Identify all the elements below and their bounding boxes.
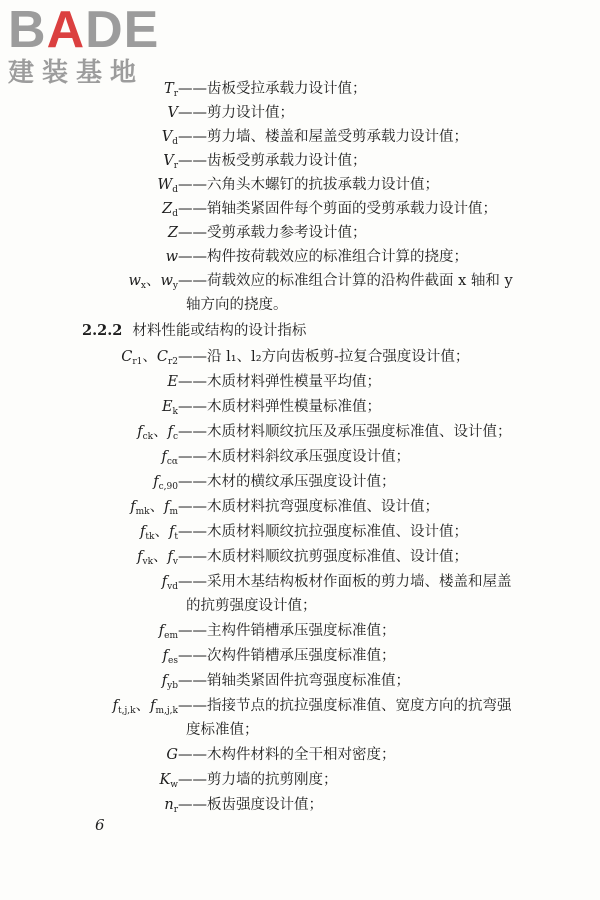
bade-logo bbox=[8, 1, 160, 88]
symbol: $f_{c\alpha}$ bbox=[161, 449, 178, 467]
definition: ——沿 l₁、l₂方向齿板剪-拉复合强度设计值； bbox=[178, 349, 470, 365]
page-number: 6 bbox=[95, 816, 105, 834]
symbol: $f_{tk}$、$f_t$ bbox=[140, 524, 178, 542]
definition-continuation: 度标准值； bbox=[186, 722, 259, 738]
definition: ——剪力设计值； bbox=[178, 105, 294, 121]
definition: ——次构件销槽承压强度标准值； bbox=[178, 648, 396, 664]
definition: ——剪力墙的抗剪刚度； bbox=[178, 772, 338, 788]
symbol: $f_{mk}$、$f_m$ bbox=[130, 499, 178, 517]
logo-wordmark: BADE bbox=[8, 1, 160, 59]
symbol: $C_{r1}$、$C_{r2}$ bbox=[121, 349, 178, 367]
definition: ——销轴类紧固件抗弯强度标准值； bbox=[178, 673, 410, 689]
symbol: G bbox=[166, 747, 178, 763]
definition: ——木质材料弹性模量平均值； bbox=[178, 374, 381, 390]
symbol: $f_{t,j,k}$、$f_{m,j,k}$ bbox=[112, 698, 178, 716]
definition: ——木质材料抗弯强度标准值、设计值； bbox=[178, 499, 439, 515]
section-title: 材料性能或结构的设计指标 bbox=[132, 323, 307, 339]
symbol: $V_r$ bbox=[163, 153, 178, 171]
symbol: $V_d$ bbox=[161, 129, 178, 147]
definition: ——木质材料弹性模量标准值； bbox=[178, 399, 381, 415]
definition: ——六角头木螺钉的抗拔承载力设计值； bbox=[178, 177, 439, 193]
definition: ——销轴类紧固件每个剪面的受剪承载力设计值； bbox=[178, 201, 497, 217]
symbol: $n_r$ bbox=[164, 797, 178, 815]
symbol: w bbox=[165, 249, 178, 265]
symbol: $f_{vd}$ bbox=[161, 574, 178, 592]
definition: ——指接节点的抗拉强度标准值、宽度方向的抗弯强 bbox=[178, 698, 512, 714]
definition: ——齿板受拉承载力设计值； bbox=[178, 81, 367, 97]
definition: ——木质材料顺纹抗剪强度标准值、设计值； bbox=[178, 549, 468, 565]
section-heading bbox=[82, 322, 306, 340]
definition: ——采用木基结构板材作面板的剪力墙、楼盖和屋盖 bbox=[178, 574, 512, 590]
definition: ——受剪承载力参考设计值； bbox=[178, 225, 367, 241]
definition: ——木质材料顺纹抗拉强度标准值、设计值； bbox=[178, 524, 468, 540]
definition: ——齿板受剪承载力设计值； bbox=[178, 153, 367, 169]
definition: ——木质材料斜纹承压强度设计值； bbox=[178, 449, 410, 465]
symbol: $f_{yb}$ bbox=[161, 673, 178, 691]
symbol: V bbox=[167, 105, 178, 121]
symbol: $f_{ck}$、$f_c$ bbox=[137, 424, 178, 442]
definition: ——剪力墙、楼盖和屋盖受剪承载力设计值； bbox=[178, 129, 468, 145]
definition: ——主构件销槽承压强度标准值； bbox=[178, 623, 396, 639]
symbol: $W_d$ bbox=[157, 177, 178, 195]
section-number: 2.2.2 bbox=[82, 322, 123, 339]
symbol: $f_{vk}$、$f_v$ bbox=[137, 549, 178, 567]
definition: ——木质材料顺纹抗压及承压强度标准值、设计值； bbox=[178, 424, 512, 440]
symbol: $T_r$ bbox=[164, 81, 178, 99]
symbol: $f_{es}$ bbox=[162, 648, 178, 666]
definition: ——构件按荷载效应的标准组合计算的挠度； bbox=[178, 249, 468, 265]
symbol: E bbox=[167, 374, 178, 390]
symbol: $K_w$ bbox=[159, 772, 178, 790]
symbol: $f_{em}$ bbox=[158, 623, 178, 641]
definition-continuation: 轴方向的挠度。 bbox=[186, 297, 288, 313]
definition-continuation: 的抗剪强度设计值； bbox=[186, 598, 317, 614]
symbol: $Z_d$ bbox=[162, 201, 178, 219]
definition: ——木材的横纹承压强度设计值； bbox=[178, 474, 396, 490]
symbol: Z bbox=[167, 225, 178, 241]
definition: ——木构件材料的全干相对密度； bbox=[178, 747, 396, 763]
definition: ——板齿强度设计值； bbox=[178, 797, 323, 813]
symbol: $w_x$、$w_y$ bbox=[128, 273, 178, 291]
symbol: $f_{c,90}$ bbox=[153, 474, 178, 492]
logo-chinese-text: 建装基地 bbox=[8, 58, 145, 88]
definition: ——荷载效应的标准组合计算的沿构件截面 x 轴和 y bbox=[178, 273, 513, 289]
symbol: $E_k$ bbox=[161, 399, 178, 417]
